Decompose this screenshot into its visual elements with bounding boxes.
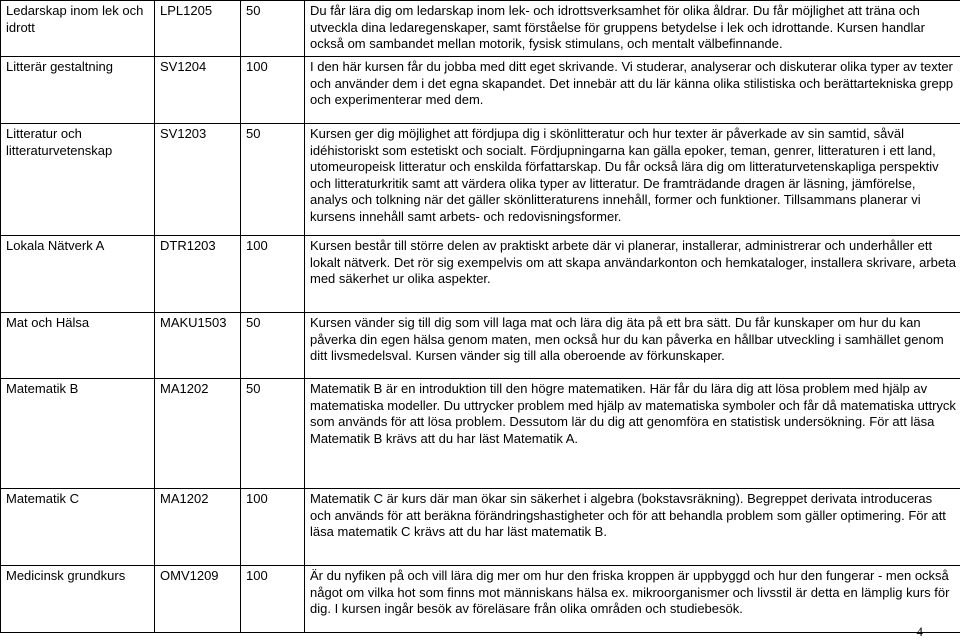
course-points: 100 bbox=[241, 236, 305, 312]
table-row bbox=[1, 313, 960, 379]
course-name: Matematik B bbox=[1, 379, 155, 488]
course-name: Litteratur och litteraturvetenskap bbox=[1, 124, 155, 235]
page-number: 4 bbox=[916, 624, 923, 639]
table-row bbox=[1, 566, 960, 633]
course-points: 50 bbox=[241, 379, 305, 488]
table-row bbox=[1, 1, 960, 57]
table-row bbox=[1, 379, 960, 489]
course-code: DTR1203 bbox=[155, 236, 241, 312]
table-row bbox=[1, 489, 960, 566]
course-code: LPL1205 bbox=[155, 1, 241, 56]
course-code: SV1203 bbox=[155, 124, 241, 235]
course-name: Matematik C bbox=[1, 489, 155, 565]
course-name: Mat och Hälsa bbox=[1, 313, 155, 378]
course-code: MA1202 bbox=[155, 379, 241, 488]
course-points: 50 bbox=[241, 124, 305, 235]
course-description: Kursen består till större delen av praktiskt arbete där vi planerar, installerar, administrerar och underhåller ett lokalt nätverk. Det rör sig exempelvis om att skapa användarkonton och hemkataloger, installera skrivare, arbeta med säkerhet ur olika aspekter. bbox=[305, 236, 960, 312]
course-name: Ledarskap inom lek och idrott bbox=[1, 1, 155, 56]
course-points: 50 bbox=[241, 313, 305, 378]
course-points: 50 bbox=[241, 1, 305, 56]
course-code: SV1204 bbox=[155, 57, 241, 123]
course-description: Kursen ger dig möjlighet att fördjupa dig i skönlitteratur och hur texter är påverkade av sin samtid, såväl idéhistoriskt som estetiskt och socialt. Fördjupningarna kan gälla epoker, teman, genrer, litteraturen i ett land, utomeuropeisk litteratur och enskilda författarskap. Du får också lära dig om litteraturvetenskapliga perspektiv och litteraturkritik samt att värdera olika typer av litteratur. De framträdande dragen är läsning, jämförelse, analys och tolkning när det gäller skönlitteraturens innehåll, former och funktioner. Tillsammans planerar vi kursens innehåll samt arbets- och redovisningsformer. bbox=[305, 124, 960, 235]
course-points: 100 bbox=[241, 57, 305, 123]
course-points: 100 bbox=[241, 566, 305, 632]
course-code: MA1202 bbox=[155, 489, 241, 565]
course-description: Matematik C är kurs där man ökar sin säkerhet i algebra (bokstavsräkning). Begreppet derivata introduceras och används för att beräkna förändringshastigheter och för att behandla problem som gäller optimering. För att läsa matematik C krävs att du har läst matematik B. bbox=[305, 489, 960, 565]
course-description: I den här kursen får du jobba med ditt eget skrivande. Vi studerar, analyserar och diskuterar olika typer av texter och använder dem i det egna skapandet. Det innebär att du lär känna olika stilistiska och berättartekniska grepp och experimenterar med dem. bbox=[305, 57, 960, 123]
course-code: OMV1209 bbox=[155, 566, 241, 632]
table-row bbox=[1, 124, 960, 236]
course-name: Medicinsk grundkurs bbox=[1, 566, 155, 632]
table-row bbox=[1, 236, 960, 313]
course-points: 100 bbox=[241, 489, 305, 565]
course-description: Du får lära dig om ledarskap inom lek- och idrottsverksamhet för olika åldrar. Du får möjlighet att träna och utveckla dina ledaregenskaper, samt förståelse för gruppens betydelse i lek och idrottande. Kursen handlar också om sambandet mellan motorik, fysisk stimulans, och mentalt välbefinnande. bbox=[305, 1, 960, 56]
course-name: Litterär gestaltning bbox=[1, 57, 155, 123]
course-description: Matematik B är en introduktion till den högre matematiken. Här får du lära dig att lösa problem med hjälp av matematiska modeller. Du uttrycker problem med hjälp av matematiska symboler och får då matematiska uttryck som används för att lösa problem. Dessutom lär du dig att genomföra en statistisk undersökning. För att läsa Matematik B krävs att du har läst Matematik A. bbox=[305, 379, 960, 488]
course-description: Kursen vänder sig till dig som vill laga mat och lära dig äta på ett bra sätt. Du får kunskaper om hur du kan påverka din egen hälsa genom maten, men också hur du kan påverka en hållbar utveckling i samhället genom ditt livsmedelsval. Kursen vänder sig till alla oberoende av förkunskaper. bbox=[305, 313, 960, 378]
course-name: Lokala Nätverk A bbox=[1, 236, 155, 312]
course-description: Är du nyfiken på och vill lära dig mer om hur den friska kroppen är uppbyggd och hur den fungerar - men också något om vilka hot som finns mot människans hälsa ex. mikroorganismer och livsstil är detta en lämplig kurs för dig. I kursen ingår besök av föreläsare från olika områden och studiebesök. bbox=[305, 566, 960, 632]
course-code: MAKU1503 bbox=[155, 313, 241, 378]
table-row bbox=[1, 57, 960, 124]
